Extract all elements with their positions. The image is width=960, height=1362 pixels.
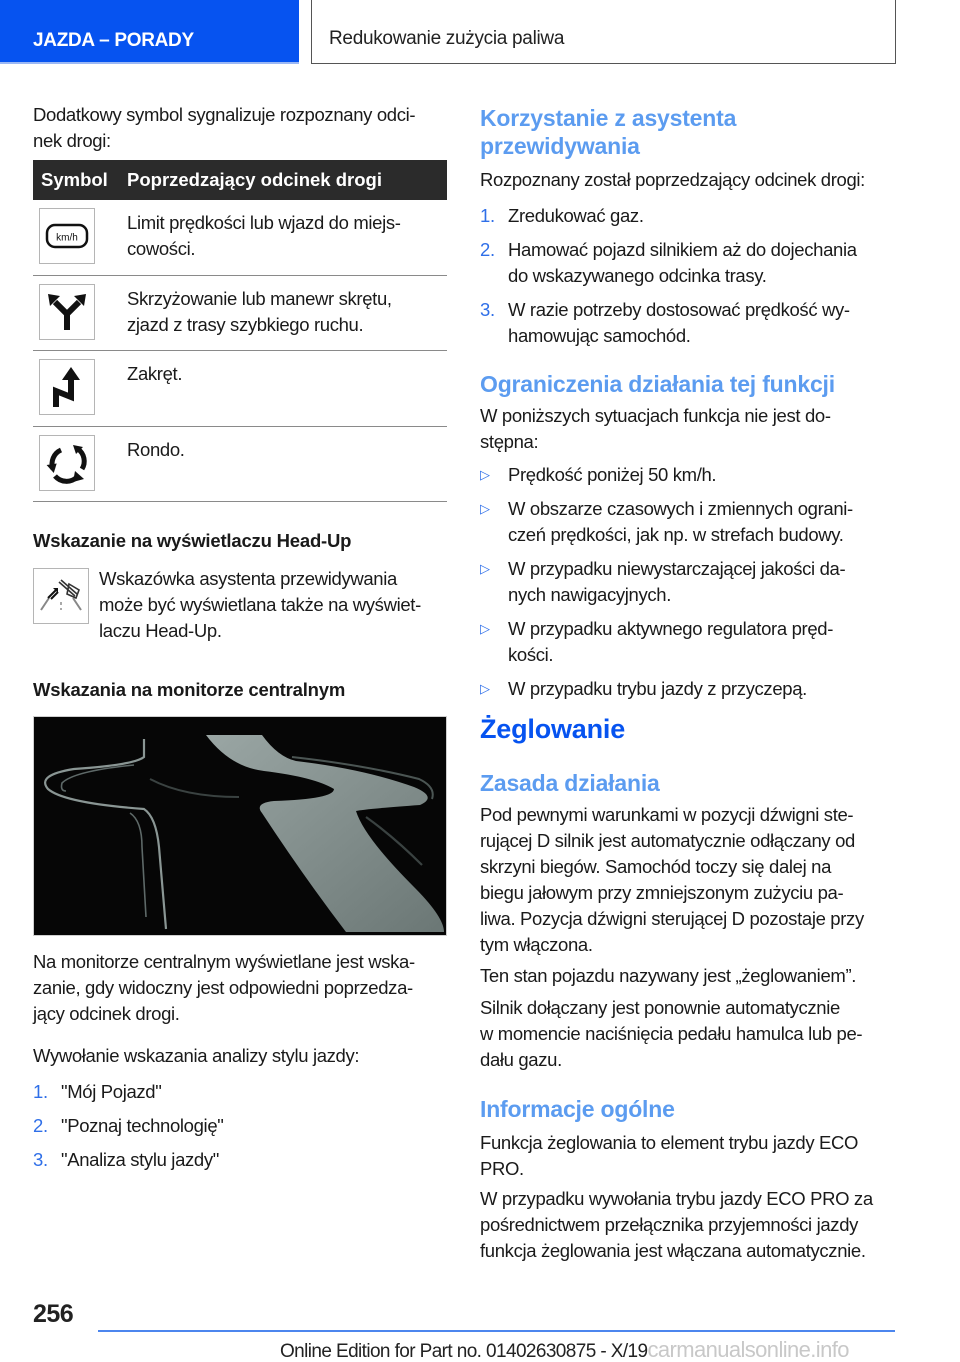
limits-intro [480, 403, 898, 455]
hud-line: laczu Head-Up. [99, 620, 222, 641]
limits-heading: Ograniczenia działania tej funkcji [480, 371, 835, 397]
step-item [480, 297, 898, 349]
text-line: Pod pewnymi warunkami w pozycji dźwigni ste- [480, 804, 854, 825]
cid-line: zanie, gdy widoczny jest odpowiedni poprzedza- [33, 977, 413, 998]
triangle-bullet-icon: ▷ [480, 561, 490, 576]
watermark: carmanualsonline.info [647, 1337, 849, 1362]
table-row [33, 200, 447, 276]
table-row [33, 427, 447, 502]
limits-intro-line: stępna: [480, 431, 539, 452]
limits-list [480, 462, 898, 710]
coasting-title: Żeglowanie [480, 714, 626, 744]
text-line: skrzyni biegów. Samochód toczy się dalej na [480, 856, 832, 877]
step-number: 3. [33, 1149, 48, 1170]
usage-text: Rozpoznany został poprzedzający odcinek drogi: [480, 169, 865, 190]
hud-line: może być wyświetlana także na wyświet- [99, 594, 421, 615]
general-info-text-2 [480, 1186, 900, 1264]
table-cell-description: Rondo. [127, 439, 185, 460]
coasting-state-text: Ten stan pojazdu nazywany jest „żeglowaniem”. [480, 965, 857, 986]
text-line: funkcja żeglowania jest włączana automatycznie. [480, 1240, 866, 1261]
roundabout-icon [39, 435, 95, 491]
step-item [480, 203, 898, 229]
usage-heading [480, 104, 736, 160]
driving-style-steps [33, 1079, 447, 1181]
step-item [33, 1147, 447, 1173]
hud-heading: Wskazanie na wyświetlaczu Head-Up [33, 530, 352, 551]
table-row [33, 276, 447, 351]
step-text: "Poznaj technologię" [61, 1115, 224, 1136]
heading-line: Korzystanie z asystenta [480, 105, 737, 131]
step-item [33, 1079, 447, 1105]
limit-item: ▷ Prędkość poniżej 50 km/h. [480, 462, 898, 488]
table-cell-description: cowości. [127, 238, 196, 259]
limits-intro-line: W poniższych sytuacjach funkcja nie jest do- [480, 405, 831, 426]
cid-line: Na monitorze centralnym wyświetlane jest wska- [33, 951, 415, 972]
table-row [33, 351, 447, 427]
text-line: pośrednictwem przełącznika przyjemności jazdy [480, 1214, 859, 1235]
table-cell-description: Zakręt. [127, 363, 183, 384]
section-title: JAZDA – PORADY [33, 30, 194, 51]
usage-steps [480, 203, 898, 357]
limit-item: ▷ W obszarze czasowych i zmiennych ograni- czeń prędkości, jak np. w strefach budowy. [480, 496, 898, 548]
triangle-bullet-icon: ▷ [480, 681, 490, 696]
svg-text:km/h: km/h [56, 232, 78, 244]
speed-limit-kmh-icon [39, 208, 95, 264]
column-header-symbol: Symbol [41, 169, 108, 190]
table-header [33, 160, 447, 200]
step-text: Hamować pojazd silnikiem aż do dojechania do wskazywanego odcinka trasy. [508, 239, 857, 286]
general-info-text-1 [480, 1130, 900, 1182]
cid-description [33, 949, 453, 1027]
road-section-table [33, 160, 447, 502]
driving-style-call-text: Wywołanie wskazania analizy stylu jazdy: [33, 1045, 360, 1066]
table-cell-description: zjazd z trasy szybkiego ruchu. [127, 314, 364, 335]
reconnect-text [480, 995, 900, 1073]
step-text: W razie potrzeby dostosować prędkość wy- hamowując samochód. [508, 299, 850, 346]
edition-text: Online Edition for Part no. 01402630875 - X/19 [280, 1341, 648, 1362]
heading-line: przewidywania [480, 133, 640, 159]
step-number: 1. [33, 1081, 48, 1102]
column-header-description: Poprzedzający odcinek drogi [127, 169, 382, 190]
step-number: 2. [33, 1115, 48, 1136]
step-text: "Analiza stylu jazdy" [61, 1149, 219, 1170]
step-item [33, 1113, 447, 1139]
intro-line: Dodatkowy symbol sygnalizuje rozpoznany odci- [33, 104, 416, 125]
step-number: 2. [480, 239, 495, 260]
cid-heading: Wskazania na monitorze centralnym [33, 679, 346, 700]
footer-edition [280, 1337, 849, 1362]
limit-item: ▷ W przypadku aktywnego regulatora pręd- kości. [480, 616, 898, 668]
chapter-title: Redukowanie zużycia paliwa [329, 28, 565, 49]
hud-line: Wskazówka asystenta przewidywania [99, 568, 397, 589]
footer-divider [98, 1330, 895, 1332]
general-info-heading: Informacje ogólne [480, 1096, 675, 1122]
junction-fork-icon [39, 284, 95, 340]
step-text: "Mój Pojazd" [61, 1081, 162, 1102]
head-up-display-icon [33, 568, 89, 624]
triangle-bullet-icon: ▷ [480, 467, 490, 482]
table-cell-description: Skrzyżowanie lub manewr skrętu, [127, 288, 392, 309]
text-line: w momencie naciśnięcia pedału hamulca lub pe- [480, 1023, 863, 1044]
text-line: Silnik dołączany jest ponownie automatycznie [480, 997, 840, 1018]
text-line: W przypadku wywołania trybu jazdy ECO PRO za [480, 1188, 873, 1209]
step-item [480, 237, 898, 289]
text-line: biegu jałowym przy zmniejszonym zużyciu pa- [480, 882, 844, 903]
section-tab [0, 0, 299, 64]
text-line: dału gazu. [480, 1049, 562, 1070]
text-line: tym włączona. [480, 934, 593, 955]
hud-description [99, 566, 449, 644]
step-number: 1. [480, 205, 495, 226]
limit-item: ▷ W przypadku niewystarczającej jakości da- nych nawigacyjnych. [480, 556, 898, 608]
text-line: liwa. Pozycja dźwigni sterującej D pozostaje przy [480, 908, 864, 929]
step-text: Zredukować gaz. [508, 205, 644, 226]
triangle-bullet-icon: ▷ [480, 501, 490, 516]
text-line: rującej D silnik jest automatycznie odłączany od [480, 830, 855, 851]
text-line: Funkcja żeglowania to element trybu jazdy ECO [480, 1132, 859, 1153]
text-line: PRO. [480, 1158, 524, 1179]
principle-heading: Zasada działania [480, 770, 660, 796]
cid-line: jący odcinek drogi. [33, 1003, 180, 1024]
page-number: 256 [33, 1300, 74, 1328]
limit-item: ▷ W przypadku trybu jazdy z przyczepą. [480, 676, 898, 702]
curve-arrow-icon [39, 359, 95, 415]
triangle-bullet-icon: ▷ [480, 621, 490, 636]
road-preview-display-image [33, 716, 447, 936]
chapter-tab [311, 0, 896, 64]
table-cell-description: Limit prędkości lub wjazd do miejs- [127, 212, 401, 233]
step-number: 3. [480, 299, 495, 320]
principle-text [480, 802, 900, 958]
intro-line: nek drogi: [33, 130, 111, 151]
intro-paragraph [33, 102, 447, 154]
